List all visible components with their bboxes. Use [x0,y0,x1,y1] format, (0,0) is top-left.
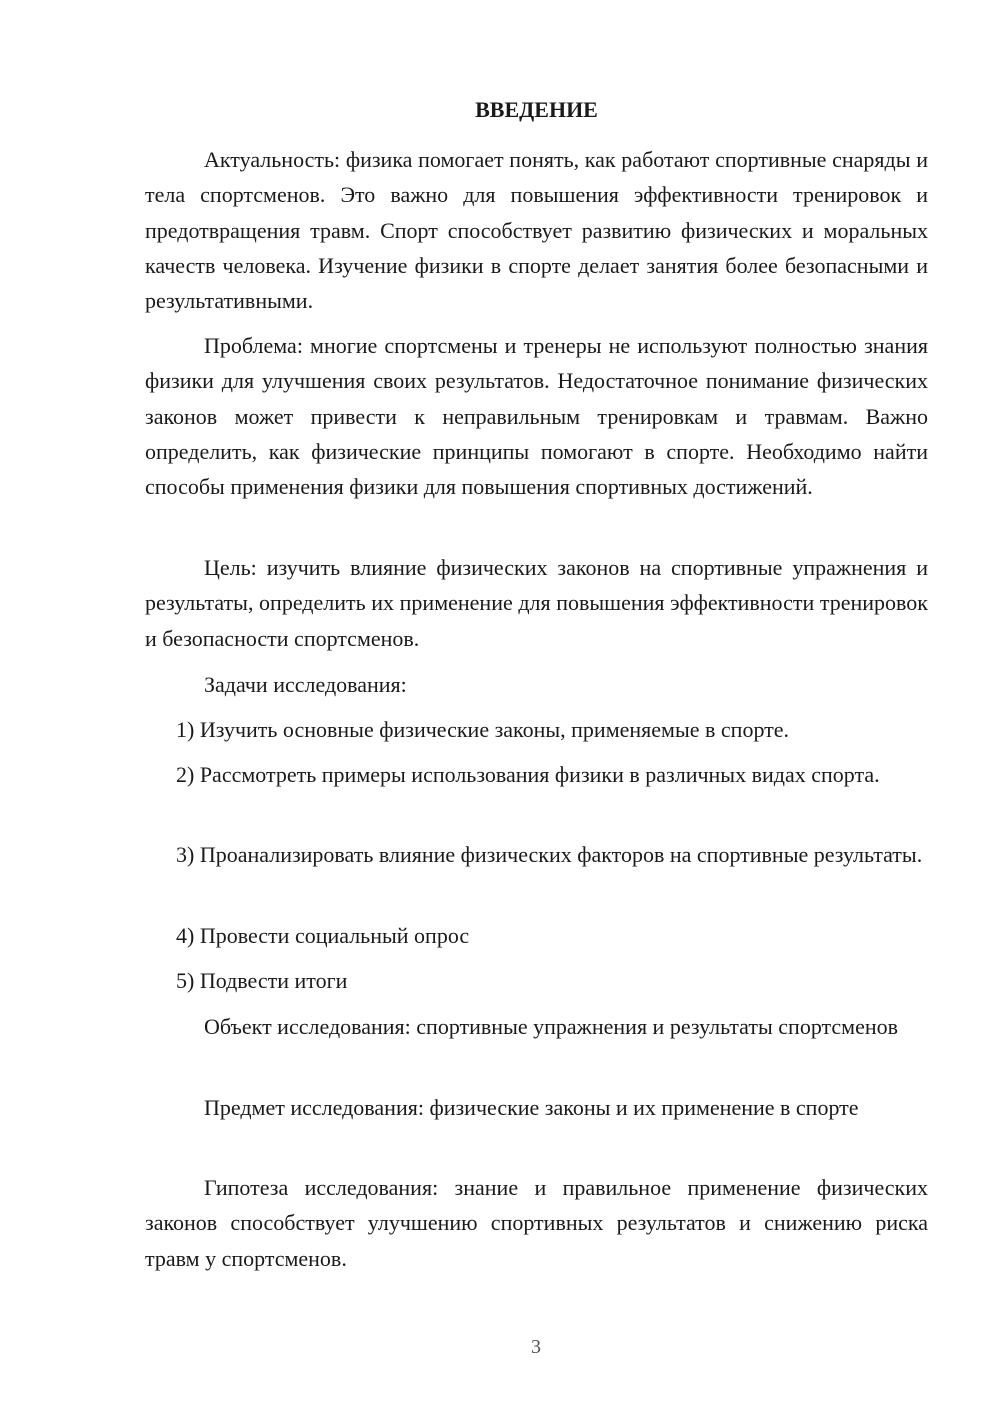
task-item-4: 4) Провести социальный опрос [176,923,470,948]
page-number: 3 [531,1336,541,1358]
task-item-5: 5) Подвести итоги [176,968,348,993]
problem-paragraph: Проблема: многие спортсмены и тренеры не используют полностью знания физики для улучшения своих результатов. Недостаточное понимание физических законов может привести к неправильным тренировкам и травмам. Важно определить, как физические принципы помогают в спорте. Необходимо найти способы применения физики для повышения спортивных достижений. [145,333,928,500]
task-item-2: 2) Рассмотреть примеры использования физики в различных видах спорта. [176,762,880,787]
tasks-title: Задачи исследования: [204,672,407,697]
research-object-paragraph: Объект исследования: спортивные упражнения и результаты спортсменов [204,1014,899,1039]
goal-paragraph: Цель: изучить влияние физических законов на спортивные упражнения и результаты, определить их применение для повышения эффективности тренировок и безопасности спортсменов. [145,555,928,651]
hypothesis-paragraph: Гипотеза исследования: знание и правильное применение физических законов способствует улучшению спортивных результатов и снижению риска травм у спортсменов. [145,1175,928,1271]
task-item-3: 3) Проанализировать влияние физических факторов на спортивные результаты. [176,842,923,867]
research-subject-paragraph: Предмет исследования: физические законы и их применение в спорте [204,1095,859,1120]
task-item-1: 1) Изучить основные физические законы, применяемые в спорте. [176,717,790,742]
page-heading: ВВЕДЕНИЕ [475,97,598,122]
relevance-paragraph: Актуальность: физика помогает понять, как работают спортивные снаряды и тела спортсменов. Это важно для повышения эффективности тренировок и предотвращения травм. Спорт способствует развитию физических и моральных качеств человека. Изучение физики в спорте делает занятия более безопасными и результативными. [145,147,928,314]
